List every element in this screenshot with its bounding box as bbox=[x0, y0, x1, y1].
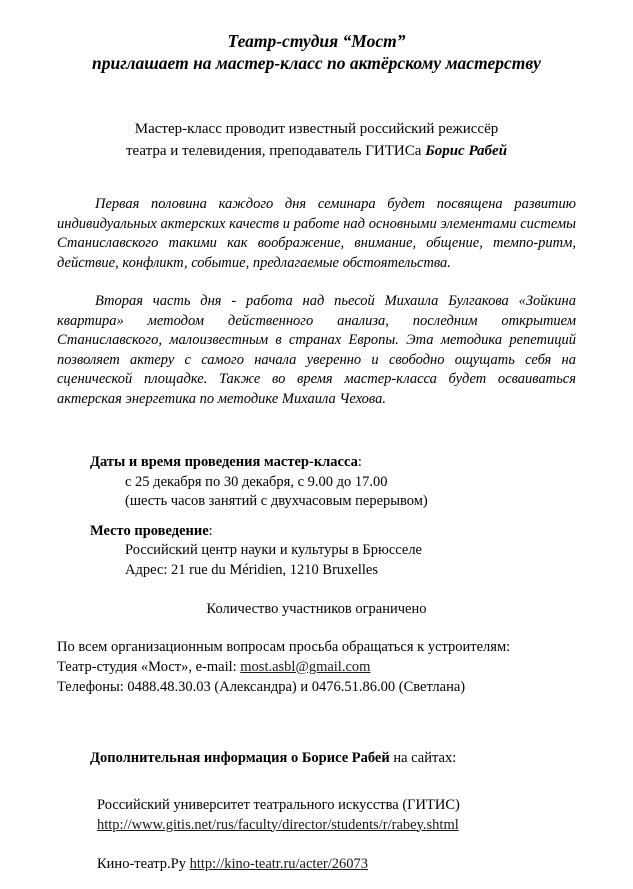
place-address: Адрес: 21 rue du Méridien, 1210 Bruxelles bbox=[125, 561, 378, 578]
contacts-email-prefix: Театр-студия «Мост», e-mail: bbox=[57, 658, 241, 675]
contacts-section bbox=[57, 637, 576, 697]
contacts-phones: Телефоны: 0488.48.30.03 (Александра) и 0476.51.86.00 (Светлана) bbox=[57, 678, 466, 695]
contacts-intro: По всем организационным вопросам просьба обращаться к устроителям: bbox=[57, 638, 511, 655]
paragraph-first-half-of-day: Первая половина каждого дня семинара будет посвящена развитию индивидуальных актерских качеств и работе над основными элементами системы Станиславского такими как воображение, внимание, общение, темпо-ритм, действие, конфликт, событие, предлагаемые обстоятельства. bbox=[57, 196, 576, 271]
title-line-1: Театр-студия “Мост” bbox=[227, 31, 406, 51]
paragraph-second-half-of-day: Вторая часть дня - работа над пьесой Михаила Булгакова «Зойкина квартира» методом действенного анализа, последним открытием Станиславского, малоизвестным в странах Европы. Эта методика репетиций позволяет актеру с самого начала уверенно и свободно ощущать себя на сценической площадке. Также во время мастер-класса будет осваиваться актерская энергетика по методике Михаила Чехова. bbox=[57, 293, 576, 407]
kino-teatr-line bbox=[97, 854, 576, 874]
intro-line-1: Мастер-класс проводит известный российский режиссёр bbox=[134, 121, 499, 137]
place-label: Место проведение bbox=[90, 522, 209, 539]
gitis-site-name: Российский университет театрального искусства (ГИТИС) bbox=[97, 796, 460, 813]
title-line-2: приглашает на мастер-класс по актёрскому мастерству bbox=[92, 53, 541, 73]
gitis-link-line bbox=[97, 815, 576, 835]
participants-limited-note: Количество участников ограничено bbox=[206, 601, 427, 617]
dates-note: (шесть часов занятий с двухчасовым перерывом) bbox=[125, 493, 428, 509]
dates-schedule: с 25 декабря по 30 декабря, с 9.00 до 17.00 bbox=[125, 473, 388, 490]
gitis-link[interactable]: http://www.gitis.net/rus/faculty/director/students/r/rabey.shtml bbox=[97, 816, 459, 833]
additional-info-suffix: на сайтах: bbox=[389, 749, 457, 766]
place-colon: : bbox=[208, 522, 213, 539]
kino-teatr-link[interactable]: http://kino-teatr.ru/acter/26073 bbox=[189, 855, 368, 872]
place-section bbox=[90, 522, 576, 581]
dates-heading bbox=[90, 453, 576, 473]
dates-label: Даты и время проведения мастер-класса bbox=[90, 454, 358, 470]
additional-info-label: Дополнительная информация о Борисе Рабей bbox=[90, 749, 390, 766]
place-heading bbox=[90, 522, 576, 542]
place-venue: Российский центр науки и культуры в Брюсселе bbox=[125, 542, 422, 558]
additional-info-heading bbox=[90, 748, 576, 768]
intro-line-2-text: театра и телевидения, преподаватель ГИТИСа bbox=[125, 143, 426, 159]
dates-section bbox=[90, 453, 576, 512]
intro-line-2 bbox=[57, 140, 576, 162]
intro-paragraph bbox=[57, 118, 576, 162]
dates-colon: : bbox=[357, 454, 362, 470]
email-link[interactable]: most.asbl@gmail.com bbox=[240, 658, 371, 675]
contacts-email-line bbox=[57, 657, 576, 677]
websites-section bbox=[97, 795, 576, 874]
document-title bbox=[57, 30, 576, 74]
presenter-name: Борис Рабей bbox=[425, 143, 508, 159]
kino-site-name: Кино-театр.Ру bbox=[97, 855, 190, 872]
